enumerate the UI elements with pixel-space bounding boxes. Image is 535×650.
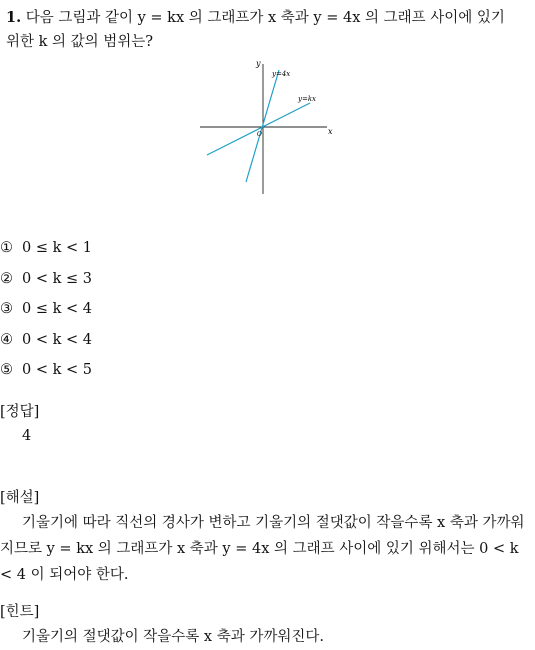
choice-list bbox=[0, 238, 92, 391]
line-y-kx-label: y=kx bbox=[298, 95, 317, 103]
choice-text: 0 < k < 5 bbox=[22, 362, 92, 378]
hint-title: [힌트] bbox=[0, 604, 40, 620]
choice-5[interactable] bbox=[0, 360, 92, 391]
answer-title: [정답] bbox=[0, 404, 40, 420]
graph-figure bbox=[195, 56, 340, 201]
line-y-kx bbox=[207, 103, 310, 155]
choice-marker: ② bbox=[0, 270, 13, 287]
question-number: 1. bbox=[6, 9, 22, 26]
choice-text: 0 < k ≤ 3 bbox=[22, 270, 92, 287]
hint-text: 기울기의 절댓값이 작을수록 x 축과 가까워진다. bbox=[22, 629, 324, 645]
question-line-1 bbox=[6, 6, 531, 30]
explanation-text: 기울기에 따라 직선의 경사가 변하고 기울기의 절댓값이 작을수록 x 축과 가까워지므로 y = kx 의 그래프가 x 축과 y = 4x 의 그래프 사이에 있기 위해서는 0 < k < 4 이 되어야 한다. bbox=[0, 515, 525, 583]
choice-3[interactable] bbox=[0, 299, 92, 330]
question bbox=[6, 6, 531, 54]
hint-section bbox=[0, 600, 532, 650]
origin-label: O bbox=[257, 131, 262, 138]
answer-value: 4 bbox=[22, 428, 32, 444]
choice-marker: ① bbox=[0, 240, 13, 256]
answer-section bbox=[0, 400, 532, 448]
choice-marker: ③ bbox=[0, 301, 13, 317]
choice-marker: ④ bbox=[0, 331, 13, 348]
choice-1[interactable] bbox=[0, 238, 92, 269]
choice-marker: ⑤ bbox=[0, 362, 13, 378]
choice-text: 0 ≤ k < 1 bbox=[22, 240, 92, 256]
explanation-title: [해설] bbox=[0, 490, 40, 506]
line-y-4x bbox=[246, 70, 279, 182]
choice-text: 0 ≤ k < 4 bbox=[22, 301, 92, 317]
explanation-section bbox=[0, 486, 532, 588]
question-text-line-2: 위한 k 의 값의 범위는? bbox=[6, 34, 154, 50]
choice-2[interactable] bbox=[0, 269, 92, 300]
y-axis-label: y bbox=[256, 59, 261, 68]
x-axis-label: x bbox=[328, 127, 333, 136]
question-text-line-1: 다음 그림과 같이 y = kx 의 그래프가 x 축과 y = 4x 의 그래프 사이에 있기 bbox=[25, 10, 505, 26]
line-y-4x-label: y=4x bbox=[272, 70, 291, 78]
choice-4[interactable] bbox=[0, 330, 92, 361]
choice-text: 0 < k < 4 bbox=[22, 331, 92, 348]
